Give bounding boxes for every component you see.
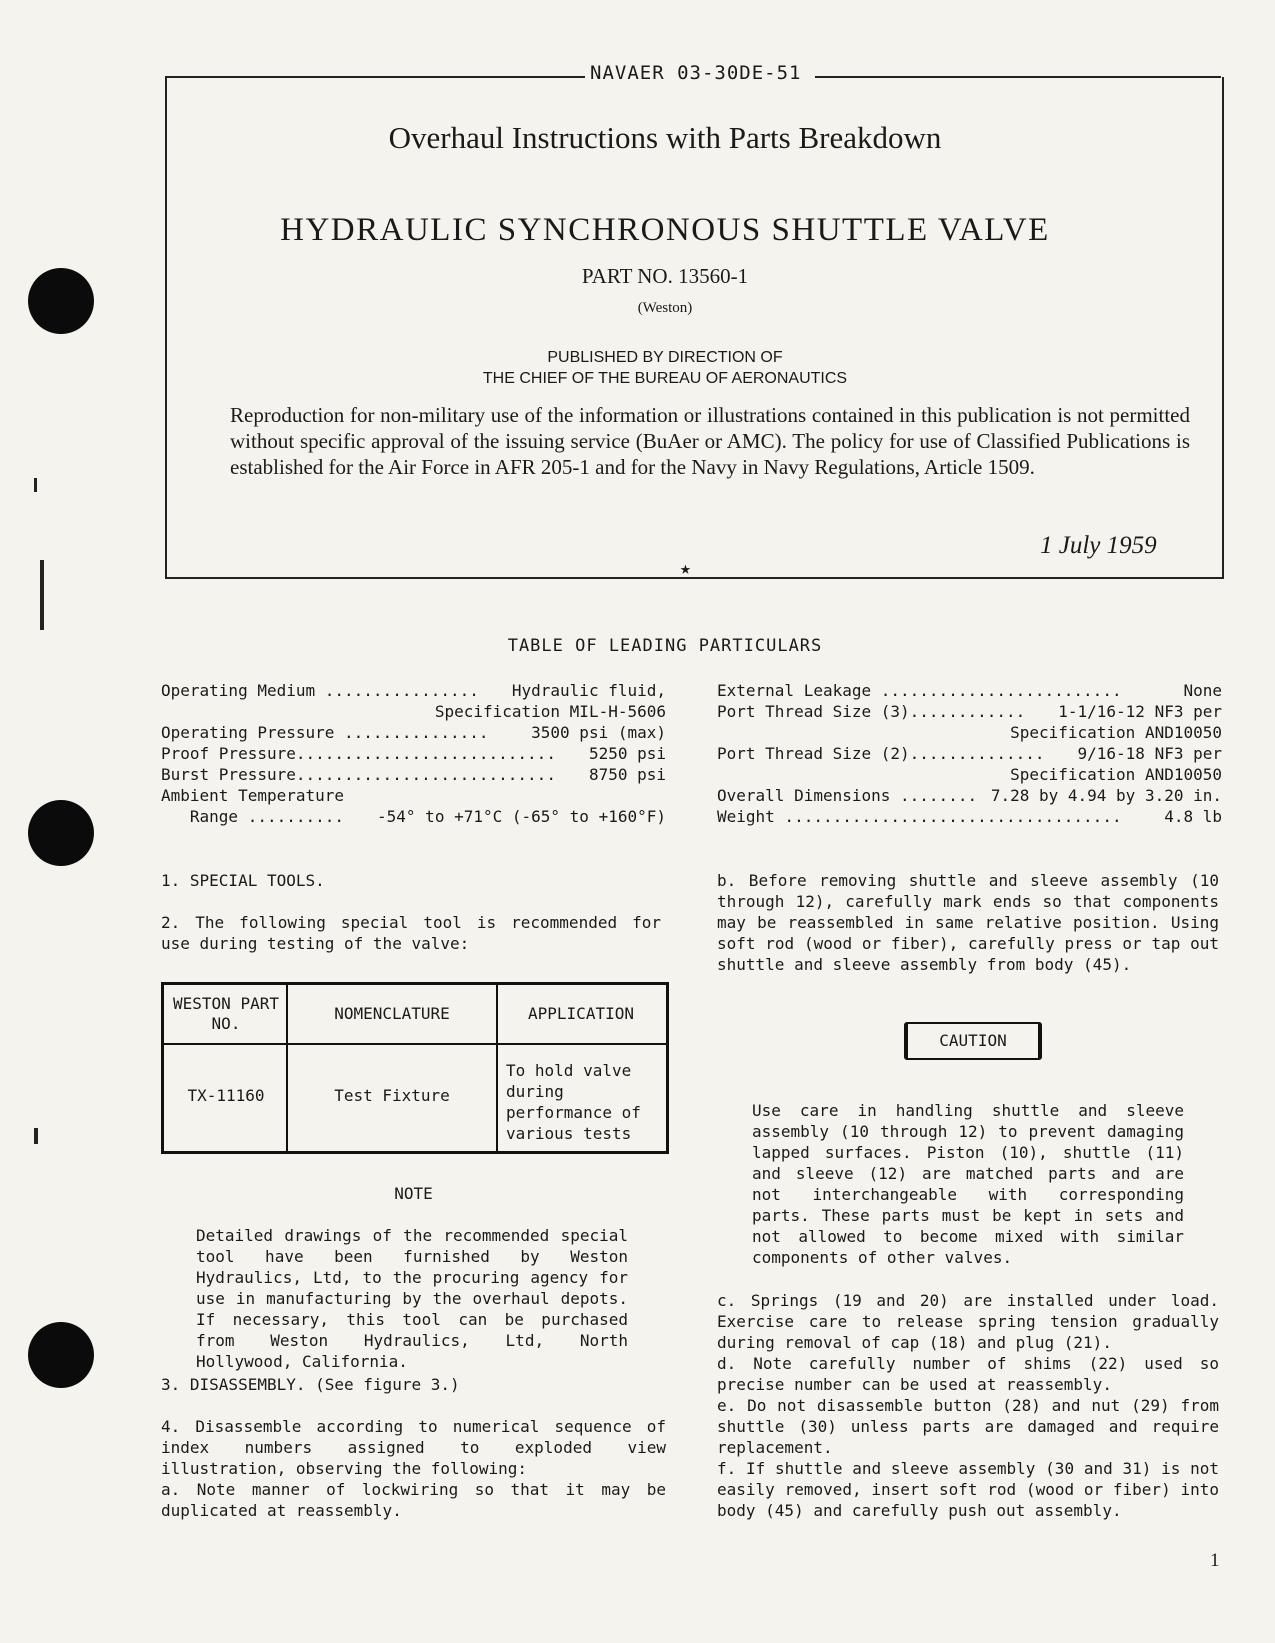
step-a: a. Note manner of lockwiring so that it may be duplicated at reassembly.	[161, 1480, 666, 1520]
special-tools-table	[161, 982, 669, 1154]
particulars-right	[717, 680, 1222, 827]
reproduction-notice: Reproduction for non-military use of the information or illustrations contained in this publication is not permitted without specific approval of the issuing service (BuAer or AMC). The policy for use of Classified Publications is established for the Air Force in AFR 205-1 and for the Navy in Navy Regulations, Article 1509.	[230, 403, 1190, 479]
particular-row: Weight ................................... 4.8 lb	[717, 807, 1222, 826]
part-number: PART NO. 13560-1	[581, 264, 749, 288]
main-title: Overhaul Instructions with Parts Breakdown	[388, 120, 942, 155]
star-divider-icon: ★	[680, 558, 691, 579]
table-cell-part-no: TX-11160	[187, 1086, 265, 1105]
particular-row: Port Thread Size (2).............. 9/16-18 NF3 per	[717, 744, 1222, 763]
caution-text: Use care in handling shuttle and sleeve assembly (10 through 12) to prevent damaging lapped surfaces. Piston (10), shuttle (11) and sleeve (12) are matched parts and are not interchangeable with corresponding parts. These parts must be kept in sets and not allowed to become mixed with similar components of other valves.	[752, 1101, 1184, 1267]
punch-hole-middle	[28, 800, 94, 866]
sub-title: HYDRAULIC SYNCHRONOUS SHUTTLE VALVE	[280, 212, 1050, 248]
disassembly-heading: 3. DISASSEMBLY. (See figure 3.)	[161, 1375, 460, 1394]
table-cell-nomenclature: Test Fixture	[334, 1086, 450, 1105]
punch-hole-bottom	[28, 1322, 94, 1388]
particular-row: Burst Pressure........................... 8750 psi	[161, 765, 666, 784]
document-number: NAVAER 03-30DE-51	[590, 62, 802, 84]
step-d: d. Note carefully number of shims (22) used so precise number can be used at reassembly.	[717, 1354, 1219, 1394]
particular-row: Range .......... -54° to +71°C (-65° to +160°F)	[161, 807, 666, 826]
note-text: Detailed drawings of the recommended special tool have been furnished by Weston Hydraulics, Ltd, to the procuring agency for use in manufacturing by the overhaul depots. If necessary, this tool can be purchased from Weston Hydraulics, Ltd, North Hollywood, California.	[196, 1226, 628, 1371]
manufacturer: (Weston)	[637, 300, 693, 316]
particular-row: Specification MIL-H-5606	[434, 702, 666, 721]
page-number: 1	[1210, 1550, 1220, 1571]
particular-row: External Leakage ......................... None	[717, 681, 1222, 700]
scan-mark	[34, 478, 37, 492]
particulars-left	[161, 680, 666, 827]
published-by-line: PUBLISHED BY DIRECTION OF	[547, 349, 783, 366]
paragraph-4: 4. Disassemble according to numerical sequence of index numbers assigned to exploded view illustration, observing the following:	[161, 1417, 666, 1478]
publication-date: 1 July 1959	[1040, 532, 1157, 559]
particular-row: Specification AND10050	[1010, 723, 1222, 742]
note-heading: NOTE	[394, 1184, 433, 1203]
table-header-nomenclature: NOMENCLATURE	[334, 1004, 450, 1023]
table-header-application: APPLICATION	[528, 1004, 634, 1023]
scan-mark	[34, 1128, 38, 1144]
step-b: b. Before removing shuttle and sleeve assembly (10 through 12), carefully mark ends so that components may be reassembled in same relative position. Using soft rod (wood or fiber), carefully press or tap out shuttle and sleeve assembly from body (45).	[717, 871, 1219, 974]
scan-mark	[40, 560, 44, 630]
particular-row: Specification AND10050	[1010, 765, 1222, 784]
table-header-part-no: WESTON PART NO.	[173, 994, 279, 1033]
particular-row: Ambient Temperature	[161, 786, 345, 805]
published-by-authority-line: THE CHIEF OF THE BUREAU OF AERONAUTICS	[482, 370, 848, 387]
paragraph-2: 2. The following special tool is recommended for use during testing of the valve:	[161, 913, 661, 953]
particular-row: Overall Dimensions ........ 7.28 by 4.94 by 3.20 in.	[717, 786, 1222, 805]
particular-row: Port Thread Size (3)............ 1-1/16-12 NF3 per	[717, 702, 1222, 721]
step-e: e. Do not disassemble button (28) and nut (29) from shuttle (30) unless parts are damaged and require replacement.	[717, 1396, 1219, 1457]
table-cell-application: To hold valve during performance of various tests	[506, 1061, 641, 1143]
caution-label: CAUTION	[904, 1022, 1042, 1060]
particular-row: Operating Pressure ............... 3500 psi (max)	[161, 723, 666, 742]
step-f: f. If shuttle and sleeve assembly (30 and 31) is not easily removed, insert soft rod (wood or fiber) into body (45) and carefully push out assembly.	[717, 1459, 1219, 1520]
special-tools-heading: 1. SPECIAL TOOLS.	[161, 871, 325, 890]
step-c: c. Springs (19 and 20) are installed under load. Exercise care to release spring tension gradually during removal of cap (18) and plug (21).	[717, 1291, 1219, 1352]
particular-row: Operating Medium ................ Hydraulic fluid,	[161, 681, 666, 700]
particular-row: Proof Pressure........................... 5250 psi	[161, 744, 666, 763]
particulars-heading: TABLE OF LEADING PARTICULARS	[507, 636, 823, 656]
